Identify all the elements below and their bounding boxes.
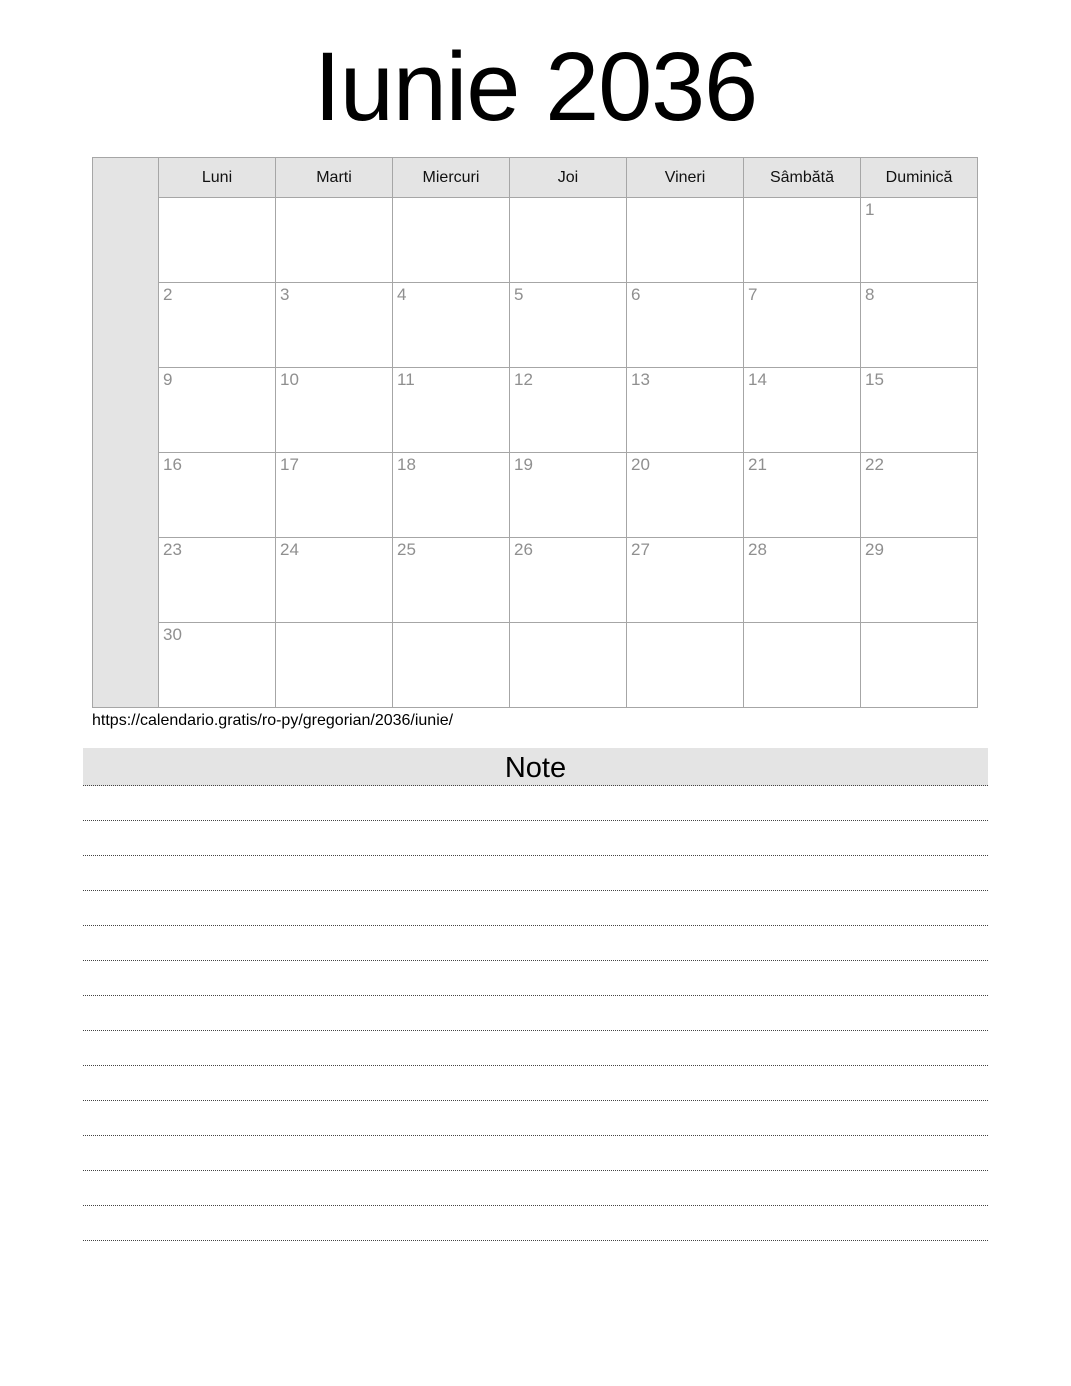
- calendar-empty-cell: [159, 198, 276, 283]
- calendar-table: [92, 157, 978, 708]
- note-line: [83, 1101, 988, 1136]
- calendar-empty-cell: [744, 198, 861, 283]
- weekday-header-tuesday: Marti: [276, 158, 393, 198]
- weekday-header-sunday: Duminică: [861, 158, 978, 198]
- calendar-day-cell: 26: [510, 538, 627, 623]
- calendar-day-cell: 15: [861, 368, 978, 453]
- calendar-day-cell: 8: [861, 283, 978, 368]
- calendar-week-row: [93, 623, 978, 708]
- calendar-gutter-column: [93, 158, 159, 708]
- calendar-day-cell: 27: [627, 538, 744, 623]
- note-line: [83, 821, 988, 856]
- weekday-header-monday: Luni: [159, 158, 276, 198]
- calendar-day-cell: 10: [276, 368, 393, 453]
- calendar-day-cell: 28: [744, 538, 861, 623]
- note-lines: [83, 786, 988, 1241]
- calendar-day-cell: 7: [744, 283, 861, 368]
- calendar-day-cell: 3: [276, 283, 393, 368]
- page-title: Iunie 2036: [313, 32, 758, 141]
- calendar-day-cell: 11: [393, 368, 510, 453]
- note-line: [83, 856, 988, 891]
- calendar-day-cell: 2: [159, 283, 276, 368]
- calendar-day-cell: 16: [159, 453, 276, 538]
- calendar-empty-cell: [861, 623, 978, 708]
- note-line: [83, 1031, 988, 1066]
- calendar-day-cell: 23: [159, 538, 276, 623]
- weekday-header-saturday: Sâmbătă: [744, 158, 861, 198]
- weekday-header-thursday: Joi: [510, 158, 627, 198]
- calendar-day-cell: 13: [627, 368, 744, 453]
- calendar-week-row: [93, 538, 978, 623]
- calendar-empty-cell: [393, 623, 510, 708]
- calendar-empty-cell: [276, 198, 393, 283]
- note-line: [83, 961, 988, 996]
- calendar-day-cell: 21: [744, 453, 861, 538]
- note-line: [83, 1171, 988, 1206]
- calendar-day-cell: 30: [159, 623, 276, 708]
- calendar-empty-cell: [744, 623, 861, 708]
- calendar-day-cell: 20: [627, 453, 744, 538]
- calendar-week-row: [93, 283, 978, 368]
- calendar-day-cell: 25: [393, 538, 510, 623]
- note-line: [83, 1206, 988, 1241]
- calendar-day-cell: 4: [393, 283, 510, 368]
- calendar-header-row: [93, 158, 978, 198]
- calendar-day-cell: 29: [861, 538, 978, 623]
- notes-section: [83, 748, 988, 1241]
- calendar-day-cell: 17: [276, 453, 393, 538]
- calendar-day-cell: 9: [159, 368, 276, 453]
- note-line: [83, 926, 988, 961]
- calendar-day-cell: 14: [744, 368, 861, 453]
- calendar-day-cell: 6: [627, 283, 744, 368]
- calendar-day-cell: 19: [510, 453, 627, 538]
- calendar-empty-cell: [627, 623, 744, 708]
- calendar-empty-cell: [510, 198, 627, 283]
- calendar-empty-cell: [276, 623, 393, 708]
- weekday-header-friday: Vineri: [627, 158, 744, 198]
- calendar-body: [93, 158, 978, 708]
- note-line: [83, 1136, 988, 1171]
- calendar-week-row: [93, 453, 978, 538]
- calendar-empty-cell: [393, 198, 510, 283]
- note-line: [83, 786, 988, 821]
- calendar-day-cell: 24: [276, 538, 393, 623]
- notes-header: [83, 748, 988, 786]
- calendar-day-cell: 18: [393, 453, 510, 538]
- calendar-week-row: [93, 198, 978, 283]
- note-line: [83, 891, 988, 926]
- notes-title: Note: [504, 752, 567, 784]
- calendar-empty-cell: [627, 198, 744, 283]
- note-line: [83, 1066, 988, 1101]
- calendar-day-cell: 22: [861, 453, 978, 538]
- calendar-day-cell: 12: [510, 368, 627, 453]
- source-url-text: https://calendario.gratis/ro-py/gregorian/2036/iunie/: [92, 712, 454, 729]
- note-line: [83, 996, 988, 1031]
- calendar-week-row: [93, 368, 978, 453]
- calendar-day-cell: 1: [861, 198, 978, 283]
- calendar-empty-cell: [510, 623, 627, 708]
- calendar-day-cell: 5: [510, 283, 627, 368]
- weekday-header-wednesday: Miercuri: [393, 158, 510, 198]
